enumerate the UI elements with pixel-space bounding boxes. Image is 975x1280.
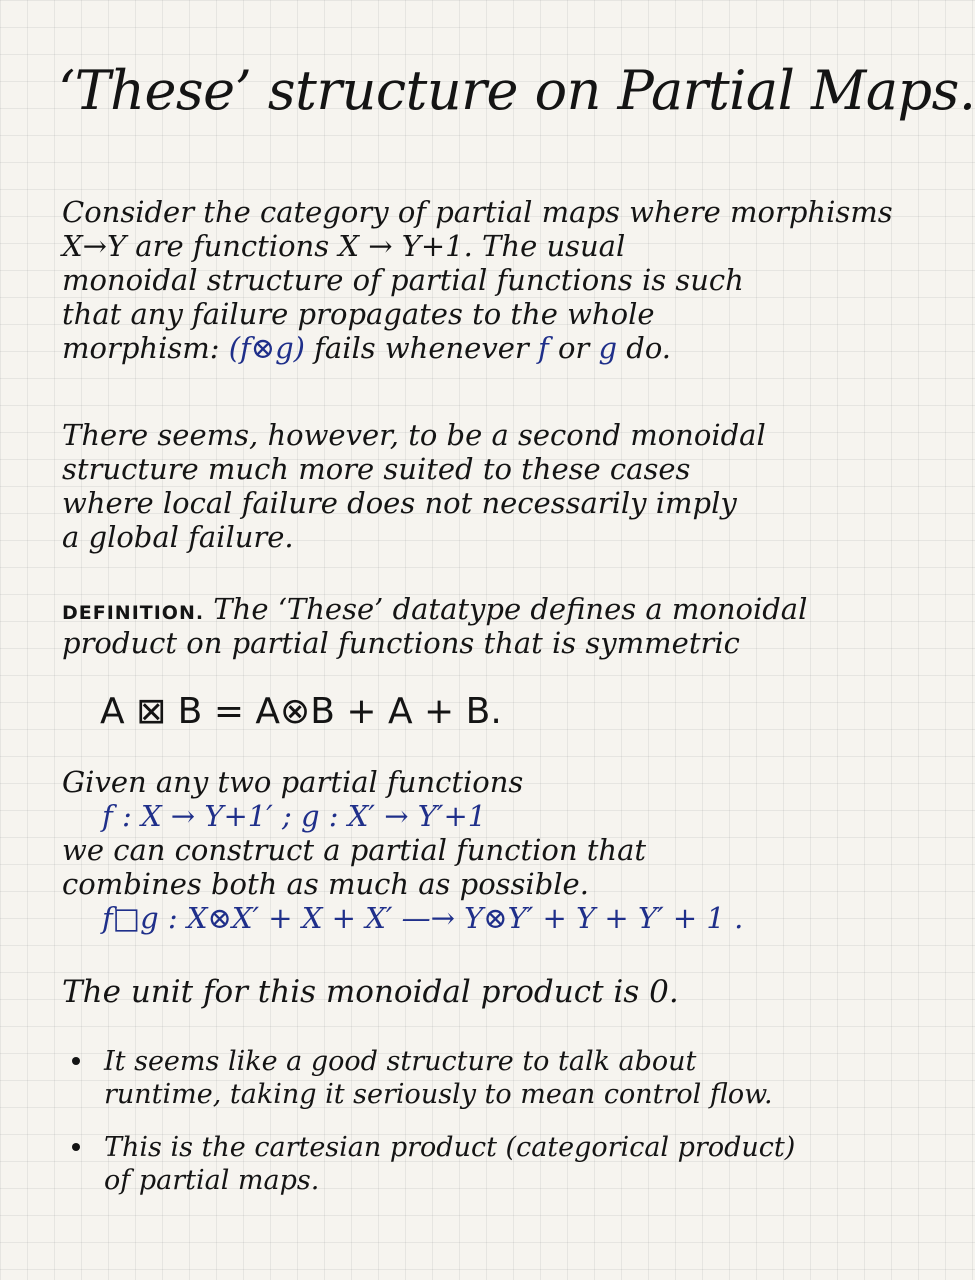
unit-line: The unit for this monoidal product is 0. <box>62 974 679 1010</box>
list-item <box>72 1131 852 1197</box>
these-formula: A ⊠ B = A⊗B + A + B. <box>100 691 502 732</box>
second-paragraph <box>62 418 842 554</box>
intro-or-text: or <box>557 331 590 365</box>
given-line-1: Given any two partial functions <box>62 765 524 799</box>
given-functions-formula: f : X → Y+1′ ; g : X′ → Y′+1 <box>102 799 487 833</box>
bullet-1-line-2: runtime, taking it seriously to mean control flow. <box>104 1079 773 1110</box>
given-paragraph <box>62 765 842 935</box>
second-line-3: where local failure does not necessarily imply <box>62 486 737 520</box>
intro-f-symbol: f <box>537 331 549 365</box>
bullet-1-line-1: It seems like a good structure to talk about <box>104 1046 697 1077</box>
page-title: ‘These’ structure on Partial Maps. <box>58 59 975 122</box>
intro-g-symbol: g <box>598 331 618 365</box>
intro-tensor-formula: (f⊗g) <box>228 331 305 365</box>
bullet-dot-icon <box>72 1057 80 1065</box>
given-line-4: combines both as much as possible. <box>62 867 589 901</box>
definition-line-2: product on partial functions that is symmetric <box>62 626 740 660</box>
combined-function-formula: f□g : X⊗X′ + X + X′ —→ Y⊗Y′ + Y + Y′ + 1 . <box>102 901 744 935</box>
intro-line-3: monoidal structure of partial functions is such <box>62 263 744 297</box>
bullet-2-line-1: This is the cartesian product (categorical product) <box>104 1132 796 1163</box>
list-item <box>72 1045 852 1111</box>
intro-line-2: X→Y are functions X → Y+1. The usual <box>62 229 626 263</box>
definition-line-1-text: The ‘These’ datatype defines a monoidal <box>213 592 808 626</box>
definition-heading: DEFINITION. <box>62 602 205 624</box>
definition-line-1 <box>62 592 842 626</box>
intro-paragraph <box>62 195 893 365</box>
unit-statement <box>62 975 842 1009</box>
intro-do-text: do. <box>626 331 672 365</box>
intro-line-1: Consider the category of partial maps where morphisms <box>62 195 893 229</box>
intro-line-4: that any failure propagates to the whole <box>62 297 655 331</box>
second-line-4: a global failure. <box>62 520 294 554</box>
definition-paragraph <box>62 592 842 660</box>
bullet-dot-icon <box>72 1143 80 1151</box>
remarks-list <box>72 1045 852 1217</box>
bullet-2-line-2: of partial maps. <box>104 1165 320 1196</box>
intro-line-5 <box>62 331 842 365</box>
given-line-3: we can construct a partial function that <box>62 833 647 867</box>
second-line-1: There seems, however, to be a second monoidal <box>62 418 766 452</box>
intro-morphism-label: morphism: <box>62 331 220 365</box>
intro-fails-text: fails whenever <box>314 331 529 365</box>
second-line-2: structure much more suited to these cases <box>62 452 691 486</box>
